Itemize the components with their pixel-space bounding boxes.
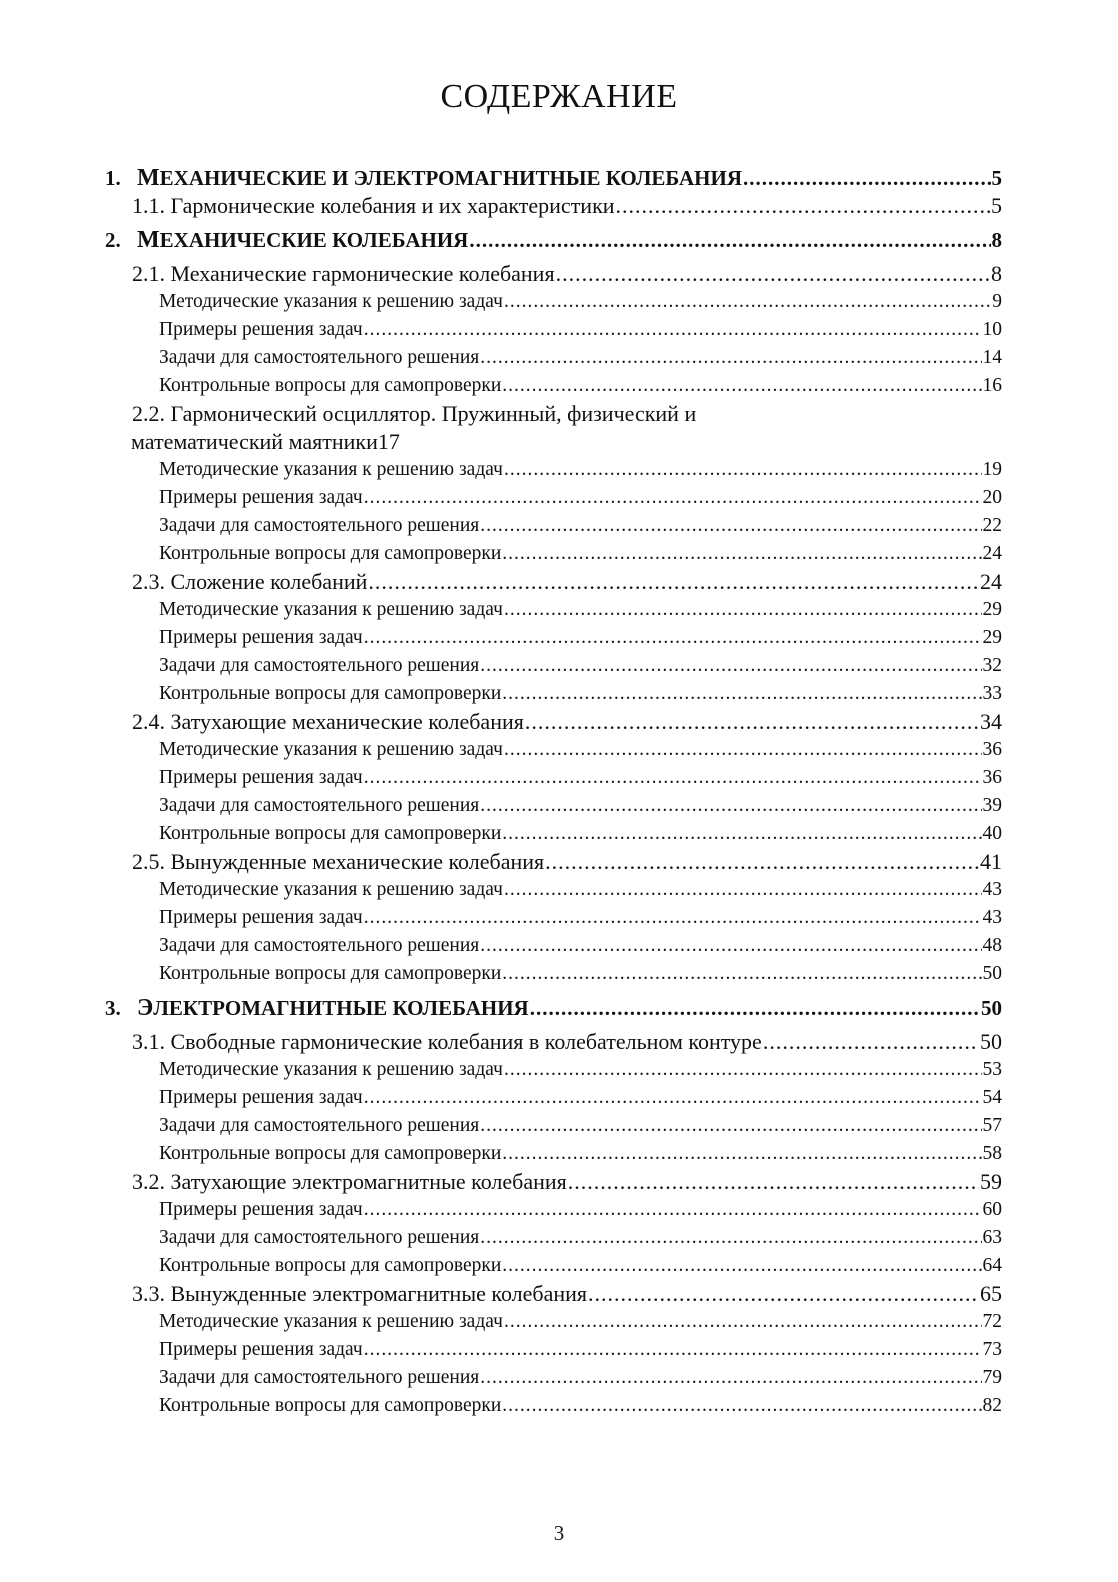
subitem-title: Контрольные вопросы для самопроверки xyxy=(159,1143,502,1164)
dot-leader xyxy=(502,960,981,988)
page-ref: 50 xyxy=(981,996,1002,1020)
toc-subitem[interactable] xyxy=(105,624,1002,652)
toc-subitem[interactable] xyxy=(105,680,1002,708)
toc-section-2-2[interactable] xyxy=(105,400,1002,456)
subitem-title: Контрольные вопросы для самопроверки xyxy=(159,683,502,704)
toc-chapter-2[interactable] xyxy=(105,226,1002,254)
chapter-title-initial: Э xyxy=(137,995,154,1021)
section-title: 2.4. Затухающие механические колебания xyxy=(132,709,524,734)
page-ref: 73 xyxy=(982,1339,1002,1360)
section-title: 2.5. Вынужденные механические колебания xyxy=(132,849,545,874)
subitem-title: Методические указания к решению задач xyxy=(159,1059,503,1080)
dot-leader xyxy=(480,932,981,960)
subitem-title: Контрольные вопросы для самопроверки xyxy=(159,1395,502,1416)
page-ref: 33 xyxy=(982,683,1002,704)
toc-section-3-1[interactable] xyxy=(105,1028,1002,1056)
subitem-title: Задачи для самостоятельного решения xyxy=(159,347,480,368)
toc-subitem[interactable] xyxy=(105,1252,1002,1280)
toc-subitem[interactable] xyxy=(105,820,1002,848)
chapter-title-initial: М xyxy=(137,227,160,253)
chapter-title-initial: М xyxy=(137,165,160,191)
toc-section-1-1[interactable] xyxy=(105,192,1002,220)
toc-subitem[interactable] xyxy=(105,512,1002,540)
toc-subitem[interactable] xyxy=(105,876,1002,904)
subitem-title: Контрольные вопросы для самопроверки xyxy=(159,543,502,564)
page-ref: 36 xyxy=(982,767,1002,788)
dot-leader xyxy=(480,792,981,820)
toc-chapter-1[interactable] xyxy=(105,164,1002,192)
page-ref: 40 xyxy=(982,823,1002,844)
page-ref: 39 xyxy=(982,795,1002,816)
toc-subitem[interactable] xyxy=(105,1084,1002,1112)
section-title: 3.3. Вынужденные электромагнитные колебания xyxy=(132,1281,588,1306)
toc-subitem[interactable] xyxy=(105,540,1002,568)
dot-leader xyxy=(480,652,981,680)
toc-section-2-1[interactable] xyxy=(105,260,1002,288)
toc-subitem[interactable] xyxy=(105,764,1002,792)
subitem-title: Примеры решения задач xyxy=(159,1087,363,1108)
dot-leader xyxy=(480,1364,981,1392)
page-ref: 43 xyxy=(982,907,1002,928)
page-ref: 5 xyxy=(991,166,1002,190)
toc-section-3-2[interactable] xyxy=(105,1168,1002,1196)
dot-leader xyxy=(616,192,990,220)
page-ref: 79 xyxy=(982,1367,1002,1388)
subitem-title: Методические указания к решению задач xyxy=(159,739,503,760)
subitem-title: Примеры решения задач xyxy=(159,487,363,508)
toc-subitem[interactable] xyxy=(105,1140,1002,1168)
toc-subitem[interactable] xyxy=(105,1224,1002,1252)
subitem-title: Примеры решения задач xyxy=(159,1339,363,1360)
toc-subitem[interactable] xyxy=(105,904,1002,932)
page-ref: 8 xyxy=(991,228,1002,252)
page-ref: 72 xyxy=(982,1311,1002,1332)
subitem-title: Задачи для самостоятельного решения xyxy=(159,1115,480,1136)
dot-leader xyxy=(364,1196,982,1224)
page-ref: 10 xyxy=(982,319,1002,340)
subitem-title: Задачи для самостоятельного решения xyxy=(159,1367,480,1388)
toc-section-2-3[interactable] xyxy=(105,568,1002,596)
page-number: 3 xyxy=(553,1521,565,1545)
toc-subitem[interactable] xyxy=(105,484,1002,512)
toc-subitem[interactable] xyxy=(105,596,1002,624)
toc-subitem[interactable] xyxy=(105,1308,1002,1336)
dot-leader xyxy=(504,1308,982,1336)
toc-subitem[interactable] xyxy=(105,456,1002,484)
page-ref: 63 xyxy=(982,1227,1002,1248)
dot-leader xyxy=(525,708,979,736)
page-ref: 53 xyxy=(982,1059,1002,1080)
page-ref: 14 xyxy=(982,347,1002,368)
dot-leader xyxy=(480,344,981,372)
dot-leader xyxy=(504,1056,982,1084)
subitem-title: Методические указания к решению задач xyxy=(159,291,503,312)
dot-leader xyxy=(368,568,979,596)
toc-subitem[interactable] xyxy=(105,344,1002,372)
page-ref: 57 xyxy=(982,1115,1002,1136)
dot-leader xyxy=(743,164,991,192)
toc-subitem[interactable] xyxy=(105,1364,1002,1392)
subitem-title: Примеры решения задач xyxy=(159,627,363,648)
toc-subitem[interactable] xyxy=(105,1056,1002,1084)
dot-leader xyxy=(364,316,982,344)
dot-leader xyxy=(480,1112,981,1140)
toc-subitem[interactable] xyxy=(105,652,1002,680)
toc-subitem[interactable] xyxy=(105,960,1002,988)
page-ref: 24 xyxy=(980,569,1002,594)
subitem-title: Задачи для самостоятельного решения xyxy=(159,655,480,676)
page-ref: 82 xyxy=(982,1395,1002,1416)
dot-leader xyxy=(502,372,981,400)
page-ref: 24 xyxy=(982,543,1002,564)
page-ref: 60 xyxy=(982,1199,1002,1220)
dot-leader xyxy=(504,456,982,484)
section-title: 2.1. Механические гармонические колебания xyxy=(132,261,555,286)
section-title-line-1: 2.2. Гармонический осциллятор. Пружинный, физический и xyxy=(132,401,697,426)
toc-section-3-3[interactable] xyxy=(105,1280,1002,1308)
subitem-title: Методические указания к решению задач xyxy=(159,599,503,620)
dot-leader xyxy=(480,1224,981,1252)
dot-leader xyxy=(502,1140,981,1168)
toc-subitem[interactable] xyxy=(105,288,1002,316)
dot-leader xyxy=(364,764,982,792)
dot-leader xyxy=(480,512,981,540)
chapter-title: ЕХАНИЧЕСКИЕ КОЛЕБАНИЯ xyxy=(159,228,469,252)
subitem-title: Контрольные вопросы для самопроверки xyxy=(159,963,502,984)
page-ref: 5 xyxy=(991,193,1002,218)
subitem-title: Контрольные вопросы для самопроверки xyxy=(159,823,502,844)
section-title: 3.2. Затухающие электромагнитные колебания xyxy=(132,1169,567,1194)
page-ref: 54 xyxy=(982,1087,1002,1108)
toc-subitem[interactable] xyxy=(105,316,1002,344)
dot-leader xyxy=(502,1392,981,1420)
dot-leader xyxy=(504,288,991,316)
dot-leader xyxy=(502,540,981,568)
dot-leader xyxy=(504,736,982,764)
dot-leader xyxy=(364,484,982,512)
toc-subitem[interactable] xyxy=(105,736,1002,764)
toc-section-2-4[interactable] xyxy=(105,708,1002,736)
section-title: 3.1. Свободные гармонические колебания в колебательном контуре xyxy=(132,1029,762,1054)
dot-leader xyxy=(588,1280,979,1308)
page-ref: 41 xyxy=(980,849,1002,874)
page-title: СОДЕРЖАНИЕ xyxy=(440,78,678,115)
dot-leader xyxy=(502,680,981,708)
subitem-title: Задачи для самостоятельного решения xyxy=(159,515,480,536)
page-ref: 19 xyxy=(982,459,1002,480)
page-ref: 9 xyxy=(992,291,1002,312)
section-title: 1.1. Гармонические колебания и их характеристики xyxy=(132,193,615,218)
toc-subitem[interactable] xyxy=(105,1336,1002,1364)
subitem-title: Контрольные вопросы для самопроверки xyxy=(159,1255,502,1276)
toc-subitem[interactable] xyxy=(105,1196,1002,1224)
page-ref: 29 xyxy=(982,627,1002,648)
page-ref: 65 xyxy=(980,1281,1002,1306)
table-of-contents xyxy=(105,158,1002,1420)
page-ref: 32 xyxy=(982,655,1002,676)
subitem-title: Примеры решения задач xyxy=(159,319,363,340)
toc-subitem[interactable] xyxy=(105,372,1002,400)
page-ref: 64 xyxy=(982,1255,1002,1276)
page-ref: 50 xyxy=(980,1029,1002,1054)
page-ref: 34 xyxy=(980,709,1002,734)
page-ref: 22 xyxy=(982,515,1002,536)
toc-subitem[interactable] xyxy=(105,792,1002,820)
page-ref: 58 xyxy=(982,1143,1002,1164)
dot-leader xyxy=(364,624,982,652)
page-ref: 50 xyxy=(982,963,1002,984)
subitem-title: Задачи для самостоятельного решения xyxy=(159,795,480,816)
dot-leader xyxy=(504,876,982,904)
page-ref: 36 xyxy=(982,739,1002,760)
subitem-title: Задачи для самостоятельного решения xyxy=(159,935,480,956)
page-ref: 29 xyxy=(982,599,1002,620)
dot-leader xyxy=(545,848,979,876)
subitem-title: Методические указания к решению задач xyxy=(159,459,503,480)
page-ref: 48 xyxy=(982,935,1002,956)
subitem-title: Методические указания к решению задач xyxy=(159,1311,503,1332)
subitem-title: Примеры решения задач xyxy=(159,767,363,788)
chapter-number: 1. xyxy=(105,166,121,190)
dot-leader xyxy=(556,260,990,288)
dot-leader xyxy=(364,904,982,932)
toc-subitem[interactable] xyxy=(105,1392,1002,1420)
page-ref: 16 xyxy=(982,375,1002,396)
chapter-title: ЕХАНИЧЕСКИЕ И ЭЛЕКТРОМАГНИТНЫЕ КОЛЕБАНИЯ xyxy=(159,166,742,190)
toc-subitem[interactable] xyxy=(105,1112,1002,1140)
dot-leader xyxy=(502,820,981,848)
page-ref: 59 xyxy=(980,1169,1002,1194)
subitem-title: Примеры решения задач xyxy=(159,907,363,928)
toc-section-2-5[interactable] xyxy=(105,848,1002,876)
dot-leader xyxy=(502,1252,981,1280)
chapter-title: ЛЕКТРОМАГНИТНЫЕ КОЛЕБАНИЯ xyxy=(153,996,529,1020)
page-ref: 20 xyxy=(982,487,1002,508)
dot-leader xyxy=(530,994,980,1022)
page-ref: 8 xyxy=(991,261,1002,286)
page-ref: 43 xyxy=(982,879,1002,900)
subitem-title: Контрольные вопросы для самопроверки xyxy=(159,375,502,396)
subitem-title: Методические указания к решению задач xyxy=(159,879,503,900)
dot-leader xyxy=(364,1084,982,1112)
dot-leader xyxy=(568,1168,979,1196)
chapter-number: 3. xyxy=(105,996,121,1020)
dot-leader xyxy=(763,1028,979,1056)
toc-subitem[interactable] xyxy=(105,932,1002,960)
page-ref: 17 xyxy=(377,429,400,454)
dot-leader xyxy=(469,226,990,254)
subitem-title: Примеры решения задач xyxy=(159,1199,363,1220)
section-title: 2.3. Сложение колебаний xyxy=(132,569,368,594)
section-title-line-2: математический маятники xyxy=(131,429,378,454)
chapter-number: 2. xyxy=(105,228,121,252)
dot-leader xyxy=(364,1336,982,1364)
toc-chapter-3[interactable] xyxy=(105,994,1002,1022)
subitem-title: Задачи для самостоятельного решения xyxy=(159,1227,480,1248)
dot-leader xyxy=(504,596,982,624)
